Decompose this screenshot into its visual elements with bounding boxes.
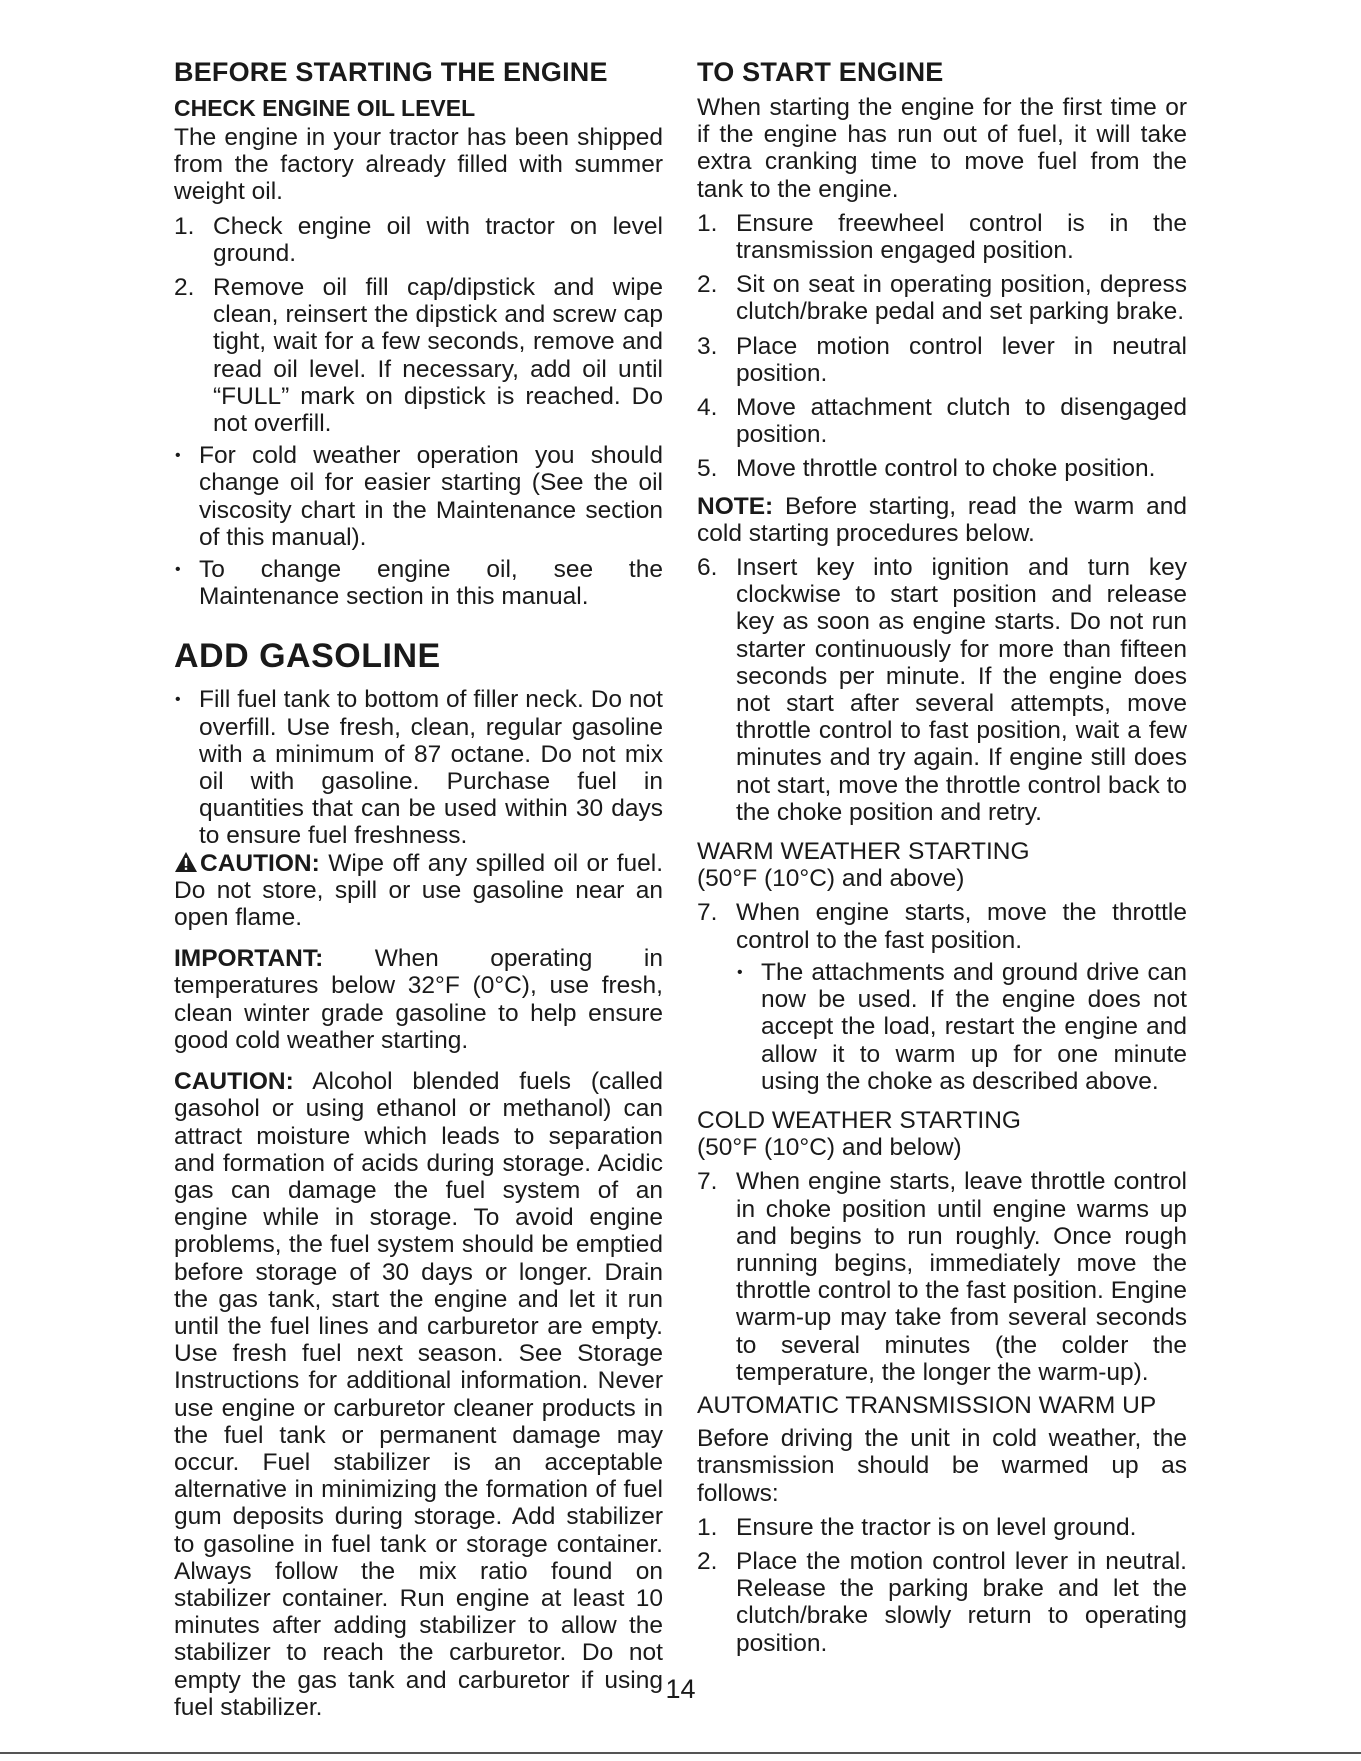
caution-label: CAUTION:: [174, 1068, 294, 1096]
note-text: Before starting, read the warm and cold starting procedures below.: [697, 492, 1187, 547]
bullet-text: The attachments and ground drive can now be used. If the engine does not accept the load, restart the engine and allow it to warm up for one minute using the choke as described above.: [761, 958, 1187, 1095]
list-item: [697, 1168, 1187, 1386]
step-text: Sit on seat in operating position, depress clutch/brake pedal and set parking brake.: [736, 271, 1187, 326]
warm-weather-heading: WARM WEATHER STARTING: [697, 838, 1030, 866]
bullet-icon: •: [737, 963, 743, 981]
list-item: [174, 686, 663, 849]
step-number: 7.: [697, 899, 718, 927]
important-paragraph: [174, 945, 663, 1054]
auto-transmission-intro: Before driving the unit in cold weather, the transmission should be warmed up as follows:: [697, 1425, 1187, 1507]
bullet-icon: •: [175, 561, 181, 579]
step-text: Check engine oil with tractor on level ground.: [213, 212, 663, 267]
auto-transmission-heading: AUTOMATIC TRANSMISSION WARM UP: [697, 1391, 1157, 1419]
cold-weather-temp: (50°F (10°C) and below): [697, 1134, 962, 1162]
step-number: 3.: [697, 332, 718, 360]
caution-text: Alcohol blended fuels (called gasohol or using ethanol or methanol) can attract moisture which leads to separation and formation of acids during storage. Acidic gas can damage the fuel system of an engine while in storage. To avoid engine problems, the fuel system should be emptied before storage of 30 days or longer. Drain the gas tank, start the engine and let it run until the fuel lines and carburetor are empty. Use fresh fuel next season. See Storage Instructions for additional information. Never use engine or carburetor cleaner products in the fuel tank or permanent damage may occur. Fuel stabilizer is an acceptable alternative in minimizing the formation of fuel gum deposits during storage. Add stabilizer to gasoline in fuel tank or storage container. Always follow the mix ratio found on stabilizer container. Run engine at least 10 minutes after adding stabilizer to allow the stabilizer to reach the carburetor. Do not empty the gas tank and carburetor if using fuel stabilizer.: [174, 1068, 663, 1721]
step-text: Place the motion control lever in neutral. Release the parking brake and let the clutch/brake slowly return to operating position.: [736, 1547, 1187, 1657]
note-label: NOTE:: [697, 492, 774, 520]
step-number: 5.: [697, 455, 718, 483]
bottom-divider: [0, 1752, 1361, 1754]
step-text: When engine starts, move the throttle control to the fast position.: [736, 899, 1187, 954]
bullet-text: For cold weather operation you should change oil for easier starting (See the oil viscosity chart in the Maintenance section of this manual).: [199, 442, 663, 551]
step-text: Remove oil fill cap/dipstick and wipe clean, reinsert the dipstick and screw cap tight, wait for a few seconds, remove and read oil level. If necessary, add oil until “FULL” mark on dipstick is reached. Do not overfill.: [213, 274, 663, 438]
check-oil-intro: The engine in your tractor has been shipped from the factory already filled with summer weight oil.: [174, 124, 663, 206]
list-item: [174, 274, 663, 437]
caution-alcohol-paragraph: [174, 1068, 663, 1721]
step-text: Ensure the tractor is on level ground.: [736, 1513, 1137, 1541]
list-item: [174, 213, 663, 267]
auto-transmission-steps: [697, 1514, 1187, 1657]
gasoline-bullets: [174, 686, 663, 849]
list-item: [174, 556, 663, 610]
list-item: [697, 333, 1187, 387]
important-label: IMPORTANT:: [174, 945, 324, 973]
left-column: [174, 56, 663, 1721]
note-paragraph: [697, 493, 1187, 547]
caution-spill-paragraph: [174, 850, 663, 932]
step-number: 1.: [697, 1513, 718, 1541]
right-column: [697, 56, 1187, 1657]
warm-weather-temp: (50°F (10°C) and above): [697, 865, 965, 893]
ignition-step: [697, 554, 1187, 826]
step-number: 1.: [174, 212, 195, 240]
step-number: 7.: [697, 1168, 718, 1196]
warm-weather-step: [697, 899, 1187, 953]
warm-weather-bullets: [736, 959, 1187, 1095]
check-oil-bullets: [174, 442, 663, 610]
bullet-icon: •: [175, 691, 181, 709]
step-number: 1.: [697, 209, 718, 237]
cold-weather-step: [697, 1168, 1187, 1386]
step-text: Ensure freewheel control is in the transmission engaged position.: [736, 209, 1187, 265]
list-item: [697, 271, 1187, 325]
bullet-text: Fill fuel tank to bottom of filler neck. Do not overfill. Use fresh, clean, regular gasoline with a minimum of 87 octane. Do not mix oil with gasoline. Purchase fuel in quantities that can be used within 30 days to ensure fuel freshness.: [199, 686, 663, 850]
list-item: [697, 1548, 1187, 1657]
step-number: 4.: [697, 394, 718, 422]
caution-label: CAUTION:: [200, 849, 320, 877]
before-starting-heading: BEFORE STARTING THE ENGINE: [174, 57, 608, 87]
caution-text: Wipe off any spilled oil or fuel. Do not store, spill or use gasoline near an open flame.: [174, 849, 663, 932]
check-oil-steps: [174, 213, 663, 438]
step-text: When engine starts, leave throttle control in choke position until engine warms up and begins to run roughly. Once rough running begins, immediately move the throttle control to the fast position. Engine warm-up may take from several seconds to several minutes (the colder the temperature, the longer the warm-up).: [736, 1168, 1187, 1386]
step-text: Place motion control lever in neutral position.: [736, 332, 1187, 387]
step-number: 2.: [697, 1547, 718, 1575]
bullet-text: To change engine oil, see the Maintenance section in this manual.: [199, 556, 663, 611]
warning-triangle-icon: [174, 851, 198, 873]
cold-weather-heading: COLD WEATHER STARTING: [697, 1106, 1021, 1134]
add-gasoline-heading: ADD GASOLINE: [174, 637, 441, 676]
step-text: Move attachment clutch to disengaged position.: [736, 394, 1187, 449]
list-item: [697, 455, 1187, 482]
list-item: [174, 442, 663, 551]
step-text: Insert key into ignition and turn key clockwise to start position and release key as soon as engine starts. Do not run starter continuously for more than fifteen seconds per minute. If the engine does not start after several attempts, move throttle control to fast position, wait a few minutes and try again. If engine still does not start, move the throttle control back to the choke position and retry.: [736, 554, 1187, 826]
important-text: When operating in temperatures below 32°F (0°C), use fresh, clean winter grade gasoline to help ensure good cold weather starting.: [174, 945, 663, 1054]
step-text: Move throttle control to choke position.: [736, 455, 1156, 483]
step-number: 2.: [697, 271, 718, 299]
bullet-icon: •: [175, 447, 181, 465]
page-number: 14: [665, 1674, 696, 1704]
start-steps: [697, 210, 1187, 483]
list-item: [736, 959, 1187, 1095]
step-number: 6.: [697, 554, 718, 582]
list-item: [697, 554, 1187, 826]
start-intro: When starting the engine for the first time or if the engine has run out of fuel, it will take extra cranking time to move fuel from the tank to the engine.: [697, 94, 1187, 203]
list-item: [697, 394, 1187, 448]
step-number: 2.: [174, 274, 195, 302]
list-item: [697, 210, 1187, 264]
list-item: [697, 899, 1187, 953]
list-item: [697, 1514, 1187, 1541]
to-start-engine-heading: TO START ENGINE: [697, 57, 944, 87]
check-oil-heading: CHECK ENGINE OIL LEVEL: [174, 95, 476, 121]
